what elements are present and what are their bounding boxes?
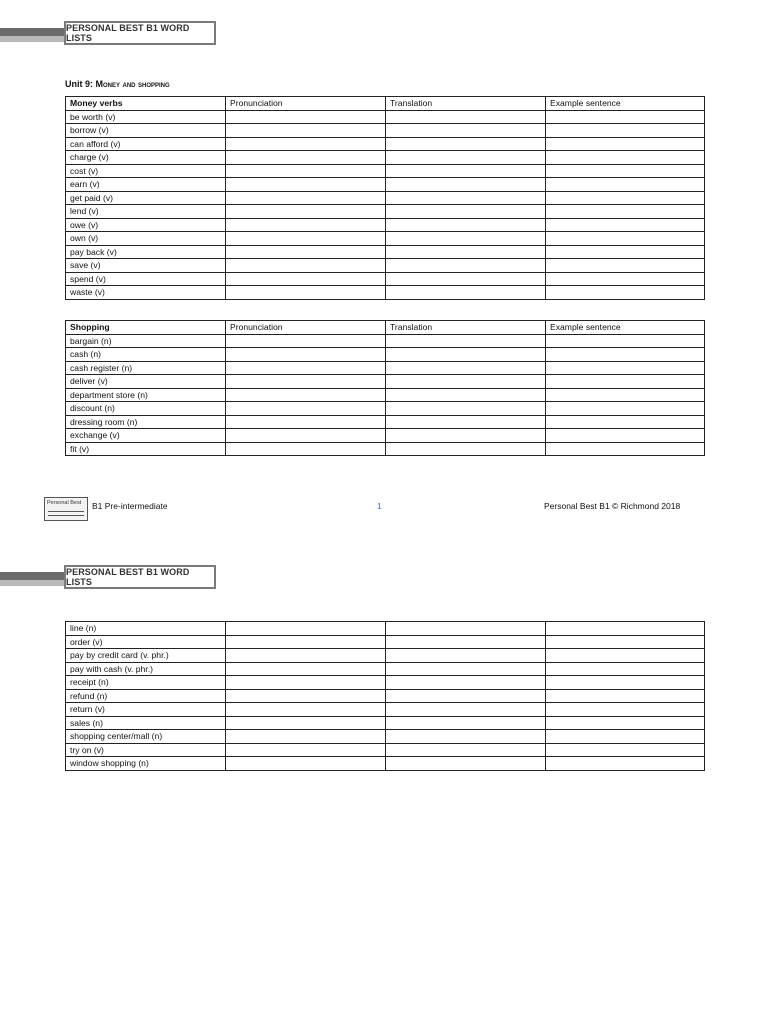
word-cell: fit (v) — [66, 442, 226, 456]
translation-cell[interactable] — [386, 757, 546, 771]
example-sentence-cell[interactable] — [546, 272, 705, 286]
pronunciation-cell[interactable] — [226, 272, 386, 286]
pronunciation-cell[interactable] — [226, 178, 386, 192]
translation-cell[interactable] — [386, 415, 546, 429]
translation-cell[interactable] — [386, 137, 546, 151]
table-row — [66, 272, 705, 286]
example-sentence-cell[interactable] — [546, 649, 705, 663]
table-row — [66, 137, 705, 151]
unit-name: Money and shopping — [95, 79, 170, 89]
pronunciation-cell[interactable] — [226, 415, 386, 429]
unit-title — [65, 79, 170, 89]
example-sentence-cell[interactable] — [546, 137, 705, 151]
logo-text: Personal Best — [47, 500, 82, 506]
pronunciation-cell[interactable] — [226, 388, 386, 402]
header-title: PERSONAL BEST B1 WORD LISTS — [64, 565, 216, 589]
translation-cell[interactable] — [386, 743, 546, 757]
word-cell: lend (v) — [66, 205, 226, 219]
translation-cell[interactable] — [386, 218, 546, 232]
word-cell: can afford (v) — [66, 137, 226, 151]
translation-cell[interactable] — [386, 635, 546, 649]
translation-cell[interactable] — [386, 388, 546, 402]
pronunciation-cell[interactable] — [226, 649, 386, 663]
pronunciation-cell[interactable] — [226, 151, 386, 165]
pronunciation-cell[interactable] — [226, 622, 386, 636]
table-row — [66, 286, 705, 300]
word-cell: cash (n) — [66, 348, 226, 362]
page-header — [0, 21, 220, 45]
pronunciation-cell[interactable] — [226, 730, 386, 744]
translation-cell[interactable] — [386, 676, 546, 690]
pronunciation-cell[interactable] — [226, 348, 386, 362]
table-row — [66, 662, 705, 676]
pronunciation-cell[interactable] — [226, 218, 386, 232]
translation-cell[interactable] — [386, 245, 546, 259]
table-row — [66, 361, 705, 375]
table-row — [66, 757, 705, 771]
footer-copyright: Personal Best B1 © Richmond 2018 — [544, 501, 681, 511]
example-sentence-cell[interactable] — [546, 662, 705, 676]
table-row — [66, 178, 705, 192]
table-row — [66, 703, 705, 717]
column-header-translation: Translation — [386, 97, 546, 111]
translation-cell[interactable] — [386, 232, 546, 246]
pronunciation-cell[interactable] — [226, 676, 386, 690]
shopping-table-continued — [65, 621, 705, 771]
word-cell: earn (v) — [66, 178, 226, 192]
word-cell: return (v) — [66, 703, 226, 717]
word-cell: cash register (n) — [66, 361, 226, 375]
example-sentence-cell[interactable] — [546, 151, 705, 165]
table-row — [66, 205, 705, 219]
example-sentence-cell[interactable] — [546, 388, 705, 402]
table-header-row — [66, 97, 705, 111]
pronunciation-cell[interactable] — [226, 716, 386, 730]
word-cell: order (v) — [66, 635, 226, 649]
column-header-pronunciation: Pronunciation — [226, 321, 386, 335]
column-header-pronunciation: Pronunciation — [226, 97, 386, 111]
pronunciation-cell[interactable] — [226, 110, 386, 124]
pronunciation-cell[interactable] — [226, 205, 386, 219]
pronunciation-cell[interactable] — [226, 164, 386, 178]
translation-cell[interactable] — [386, 649, 546, 663]
example-sentence-cell[interactable] — [546, 429, 705, 443]
word-cell: get paid (v) — [66, 191, 226, 205]
translation-cell[interactable] — [386, 164, 546, 178]
header-bar-dark — [0, 572, 66, 580]
table-row — [66, 689, 705, 703]
translation-cell[interactable] — [386, 402, 546, 416]
translation-cell[interactable] — [386, 151, 546, 165]
example-sentence-cell[interactable] — [546, 703, 705, 717]
pronunciation-cell[interactable] — [226, 703, 386, 717]
table-row — [66, 110, 705, 124]
example-sentence-cell[interactable] — [546, 334, 705, 348]
translation-cell[interactable] — [386, 178, 546, 192]
example-sentence-cell[interactable] — [546, 730, 705, 744]
example-sentence-cell[interactable] — [546, 442, 705, 456]
word-cell: try on (v) — [66, 743, 226, 757]
example-sentence-cell[interactable] — [546, 757, 705, 771]
translation-cell[interactable] — [386, 286, 546, 300]
column-header-shopping: Shopping — [66, 321, 226, 335]
example-sentence-cell[interactable] — [546, 361, 705, 375]
personal-best-logo — [44, 497, 88, 521]
example-sentence-cell[interactable] — [546, 218, 705, 232]
column-header-example-sentence: Example sentence — [546, 97, 705, 111]
example-sentence-cell[interactable] — [546, 375, 705, 389]
word-cell: pay by credit card (v. phr.) — [66, 649, 226, 663]
table-row — [66, 716, 705, 730]
translation-cell[interactable] — [386, 622, 546, 636]
translation-cell[interactable] — [386, 334, 546, 348]
translation-cell[interactable] — [386, 110, 546, 124]
pronunciation-cell[interactable] — [226, 635, 386, 649]
table-row — [66, 402, 705, 416]
example-sentence-cell[interactable] — [546, 743, 705, 757]
table-row — [66, 676, 705, 690]
translation-cell[interactable] — [386, 361, 546, 375]
column-header-money-verbs: Money verbs — [66, 97, 226, 111]
word-cell: cost (v) — [66, 164, 226, 178]
translation-cell[interactable] — [386, 191, 546, 205]
example-sentence-cell[interactable] — [546, 716, 705, 730]
pronunciation-cell[interactable] — [226, 191, 386, 205]
translation-cell[interactable] — [386, 703, 546, 717]
pronunciation-cell[interactable] — [226, 232, 386, 246]
word-cell: window shopping (n) — [66, 757, 226, 771]
table-row — [66, 375, 705, 389]
pronunciation-cell[interactable] — [226, 402, 386, 416]
word-cell: be worth (v) — [66, 110, 226, 124]
shopping-table — [65, 320, 705, 456]
example-sentence-cell[interactable] — [546, 232, 705, 246]
word-cell: pay back (v) — [66, 245, 226, 259]
table-row — [66, 388, 705, 402]
translation-cell[interactable] — [386, 124, 546, 138]
example-sentence-cell[interactable] — [546, 110, 705, 124]
table-row — [66, 218, 705, 232]
translation-cell[interactable] — [386, 442, 546, 456]
table-row — [66, 635, 705, 649]
translation-cell[interactable] — [386, 730, 546, 744]
table-row — [66, 622, 705, 636]
translation-cell[interactable] — [386, 662, 546, 676]
translation-cell[interactable] — [386, 272, 546, 286]
word-cell: dressing room (n) — [66, 415, 226, 429]
pronunciation-cell[interactable] — [226, 743, 386, 757]
word-cell: department store (n) — [66, 388, 226, 402]
word-cell: receipt (n) — [66, 676, 226, 690]
example-sentence-cell[interactable] — [546, 259, 705, 273]
page-header-2 — [0, 565, 220, 589]
table-row — [66, 442, 705, 456]
table-row — [66, 743, 705, 757]
header-bar-light — [0, 580, 66, 586]
pronunciation-cell[interactable] — [226, 442, 386, 456]
translation-cell[interactable] — [386, 259, 546, 273]
word-cell: save (v) — [66, 259, 226, 273]
header-bar-dark — [0, 28, 66, 36]
word-cell: deliver (v) — [66, 375, 226, 389]
pronunciation-cell[interactable] — [226, 137, 386, 151]
translation-cell[interactable] — [386, 375, 546, 389]
example-sentence-cell[interactable] — [546, 164, 705, 178]
word-cell: discount (n) — [66, 402, 226, 416]
logo-line — [48, 511, 84, 516]
table-row — [66, 191, 705, 205]
header-bar-light — [0, 36, 66, 42]
table-row — [66, 259, 705, 273]
page-footer — [0, 497, 768, 521]
table-row — [66, 151, 705, 165]
example-sentence-cell[interactable] — [546, 191, 705, 205]
table-row — [66, 649, 705, 663]
table-row — [66, 232, 705, 246]
word-cell: sales (n) — [66, 716, 226, 730]
translation-cell[interactable] — [386, 689, 546, 703]
example-sentence-cell[interactable] — [546, 402, 705, 416]
example-sentence-cell[interactable] — [546, 124, 705, 138]
word-cell: exchange (v) — [66, 429, 226, 443]
pronunciation-cell[interactable] — [226, 259, 386, 273]
pronunciation-cell[interactable] — [226, 375, 386, 389]
table-row — [66, 730, 705, 744]
table-row — [66, 429, 705, 443]
unit-prefix: Unit 9: — [65, 79, 96, 89]
pronunciation-cell[interactable] — [226, 334, 386, 348]
translation-cell[interactable] — [386, 348, 546, 362]
table-row — [66, 334, 705, 348]
example-sentence-cell[interactable] — [546, 245, 705, 259]
footer-level: B1 Pre-intermediate — [92, 501, 168, 511]
table-row — [66, 415, 705, 429]
example-sentence-cell[interactable] — [546, 348, 705, 362]
word-cell: waste (v) — [66, 286, 226, 300]
table-row — [66, 245, 705, 259]
column-header-example-sentence: Example sentence — [546, 321, 705, 335]
table-row — [66, 348, 705, 362]
pronunciation-cell[interactable] — [226, 429, 386, 443]
word-cell: bargain (n) — [66, 334, 226, 348]
pronunciation-cell[interactable] — [226, 361, 386, 375]
pronunciation-cell[interactable] — [226, 689, 386, 703]
column-header-translation: Translation — [386, 321, 546, 335]
word-cell: pay with cash (v. phr.) — [66, 662, 226, 676]
example-sentence-cell[interactable] — [546, 205, 705, 219]
example-sentence-cell[interactable] — [546, 415, 705, 429]
translation-cell[interactable] — [386, 429, 546, 443]
example-sentence-cell[interactable] — [546, 635, 705, 649]
header-title: PERSONAL BEST B1 WORD LISTS — [64, 21, 216, 45]
translation-cell[interactable] — [386, 205, 546, 219]
word-cell: charge (v) — [66, 151, 226, 165]
money-verbs-table — [65, 96, 705, 300]
pronunciation-cell[interactable] — [226, 286, 386, 300]
word-cell: refund (n) — [66, 689, 226, 703]
page-number: 1 — [377, 501, 382, 511]
example-sentence-cell[interactable] — [546, 676, 705, 690]
pronunciation-cell[interactable] — [226, 662, 386, 676]
pronunciation-cell[interactable] — [226, 245, 386, 259]
translation-cell[interactable] — [386, 716, 546, 730]
pronunciation-cell[interactable] — [226, 124, 386, 138]
table-row — [66, 164, 705, 178]
pronunciation-cell[interactable] — [226, 757, 386, 771]
example-sentence-cell[interactable] — [546, 622, 705, 636]
word-cell: owe (v) — [66, 218, 226, 232]
example-sentence-cell[interactable] — [546, 178, 705, 192]
table-row — [66, 124, 705, 138]
example-sentence-cell[interactable] — [546, 286, 705, 300]
example-sentence-cell[interactable] — [546, 689, 705, 703]
word-cell: spend (v) — [66, 272, 226, 286]
word-cell: own (v) — [66, 232, 226, 246]
word-cell: line (n) — [66, 622, 226, 636]
word-cell: borrow (v) — [66, 124, 226, 138]
table-header-row — [66, 321, 705, 335]
word-cell: shopping center/mall (n) — [66, 730, 226, 744]
